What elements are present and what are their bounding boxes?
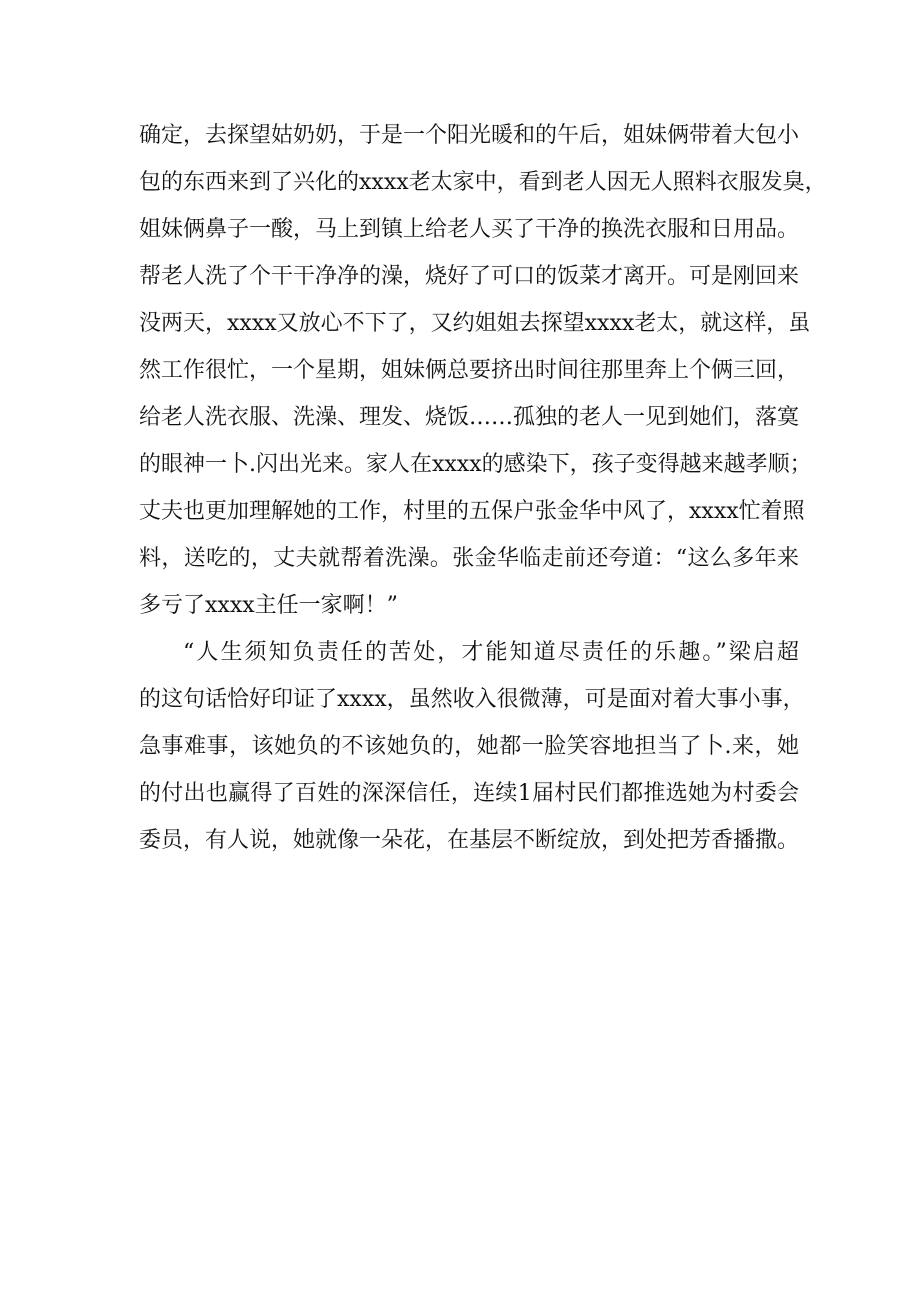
body-text <box>139 112 827 864</box>
text-line: 的付出也赢得了百姓的深深信任，连续1届村民们都推选她为村委会 <box>139 781 799 806</box>
text-line: 急事难事，该她负的不该她负的，她都一脸笑容地担当了卜.来，她 <box>139 734 799 759</box>
text-line: 帮老人洗了个干干净净的澡，烧好了可口的饭菜才离开。可是刚回来 <box>139 264 800 289</box>
text-line: 然工作很忙，一个星期，姐妹俩总要挤出时间往那里奔上个俩三回， <box>139 358 800 383</box>
text-line: 的这句话恰好印证了xxxx，虽然收入很微薄，可是面对着大事小事， <box>139 687 805 712</box>
text-line: 确定，去探望姑奶奶，于是一个阳光暖和的午后，姐妹俩带着大包小 <box>139 123 800 148</box>
text-line: 没两天，xxxx又放心不下了，又约姐姐去探望xxxx老太，就这样，虽 <box>139 311 811 336</box>
text-line: 姐妹俩鼻子一酸，马上到镇上给老人买了干净的换洗衣服和日用品。 <box>139 217 800 242</box>
text-line: 丈夫也更加理解她的工作，村里的五保户张金华中风了，xxxx忙着照 <box>139 499 805 524</box>
text-line: 包的东西来到了兴化的xxxx老太家中，看到老人因无人照料衣服发臭， <box>139 170 827 195</box>
text-line: 给老人洗衣服、洗澡、理发、烧饭……孤独的老人一见到她们，落寞 <box>139 405 800 430</box>
text-line: 委员，有人说，她就像一朵花，在基层不断绽放，到处把芳香播撒。 <box>139 828 800 853</box>
paragraph-2 <box>139 629 805 864</box>
text-line: 多亏了xxxx主任一家啊！” <box>139 593 398 618</box>
text-line: 的眼神一卜.闪出光来。家人在xxxx的感染下，孩子变得越来越孝顺； <box>139 452 812 477</box>
text-line: 料，送吃的，丈夫就帮着洗澡。张金华临走前还夸道：“这么多年来 <box>139 546 799 571</box>
text-line: “人生须知负责任的苦处，才能知道尽责任的乐趣。”梁启超 <box>183 640 799 665</box>
paragraph-1 <box>139 112 827 629</box>
